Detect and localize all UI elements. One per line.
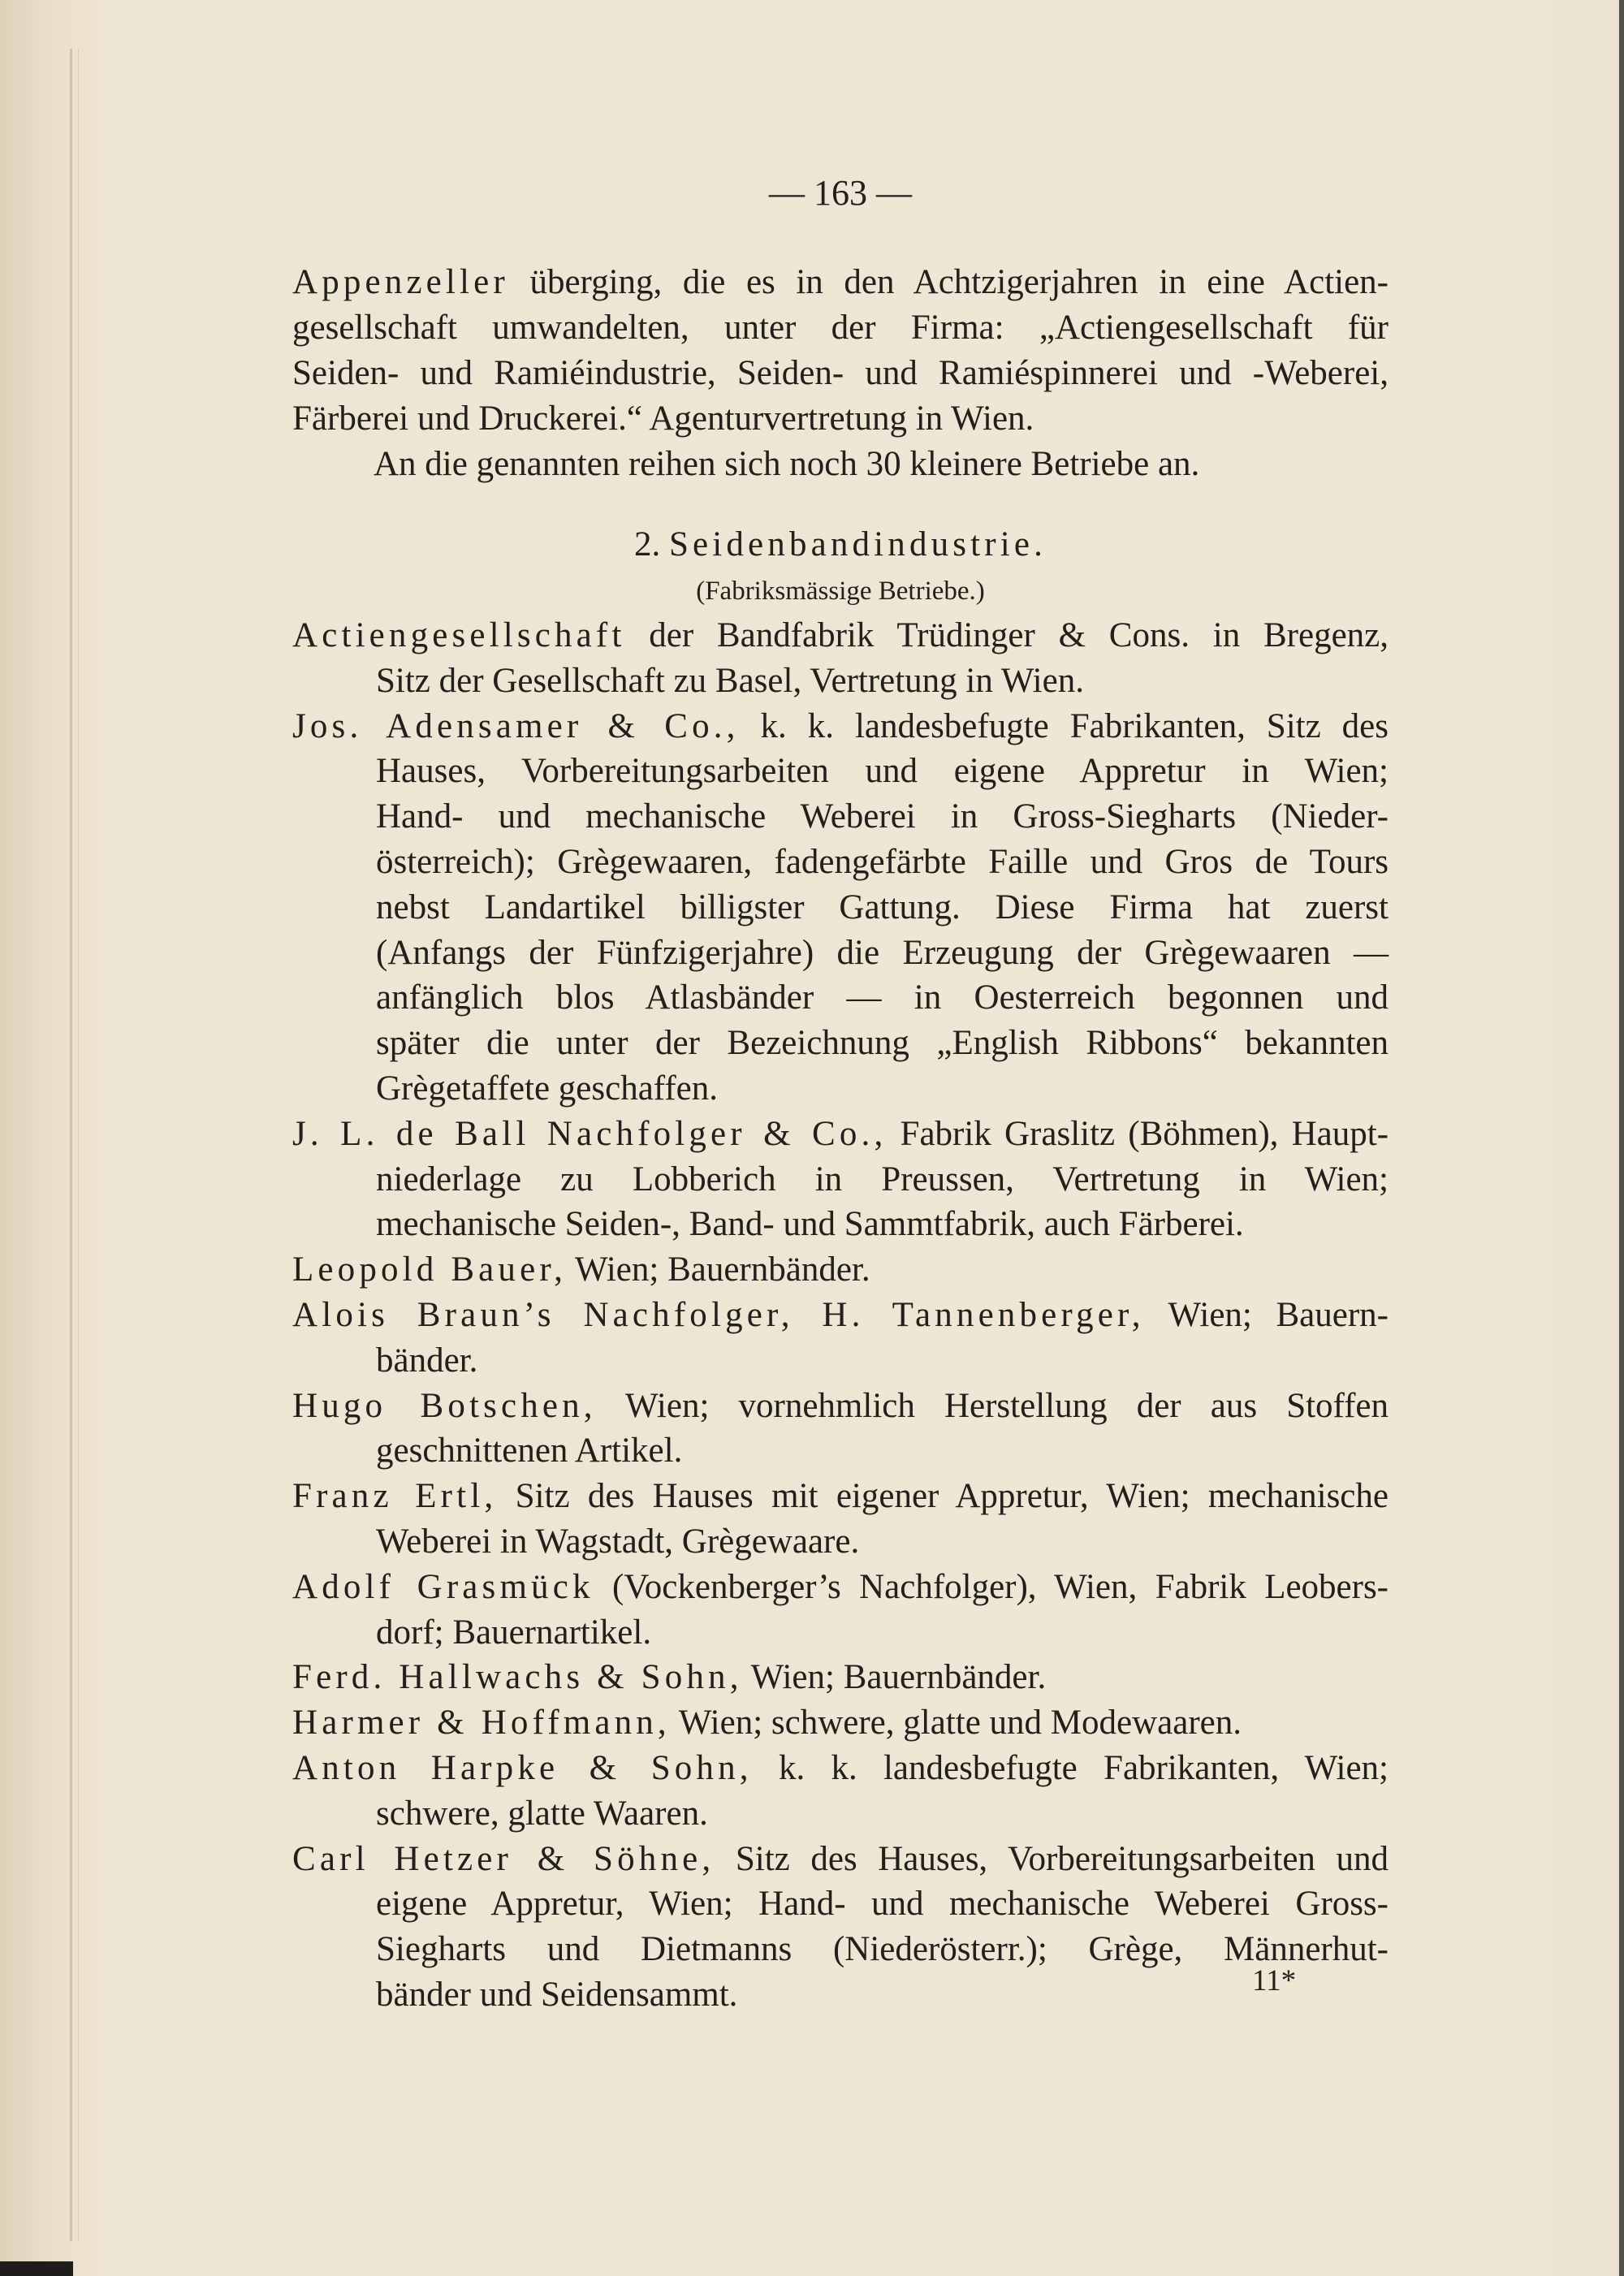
section-subheading: (Fabriksmässige Betriebe.) <box>696 577 985 606</box>
firm-description: Wien; Bauernbänder. <box>567 1250 870 1289</box>
firm-entry-first-line <box>292 1293 1389 1338</box>
firm-entry-continuation-line: Grègetaffete geschaffen. <box>376 1069 718 1108</box>
firm-entry-continuation-line: Siegharts und Dietmanns (Niederösterr.); Grège, Männerhut- <box>376 1930 1389 1968</box>
firm-name: Appenzeller <box>292 263 509 301</box>
firm-entry-first-line <box>292 1112 1389 1157</box>
firm-entry-continuation-line: nebst Landartikel billigster Gattung. Diese Firma hat zuerst <box>376 888 1389 926</box>
firm-entry-continuation-line: Sitz der Gesellschaft zu Basel, Vertretung in Wien. <box>376 662 1084 700</box>
firm-entry-first-line <box>292 1655 1389 1700</box>
firm-entry-continuation-line: mechanische Seiden-, Band- und Sammtfabrik, auch Färberei. <box>376 1205 1244 1243</box>
firm-entry-continuation-line: anfänglich blos Atlasbänder — in Oesterreich begonnen und <box>376 978 1389 1017</box>
firm-entry-continuation-line: geschnittenen Artikel. <box>376 1432 683 1470</box>
firm-description: Sitz des Hauses, Vorbereitungsarbeiten und <box>715 1840 1389 1878</box>
firm-name: Actiengesellschaft <box>292 616 626 654</box>
firm-entry-first-line <box>292 1746 1389 1791</box>
firm-name: Leopold Bauer, <box>292 1250 567 1289</box>
firm-entry-first-line <box>292 1247 1389 1293</box>
firm-description: k. k. landesbefugte Fabrikanten, Sitz des <box>739 707 1389 745</box>
section-title: Seidenbandindustrie. <box>668 525 1047 564</box>
firm-description: k. k. landesbefugte Fabrikanten, Wien; <box>752 1749 1389 1787</box>
intro-line-1 <box>292 260 1389 305</box>
firm-name: Alois Braun’s Nachfolger, H. Tannenberger, <box>292 1296 1145 1334</box>
firm-entry-continuation-line: schwere, glatte Waaren. <box>376 1794 708 1833</box>
firm-entry-first-line <box>292 1565 1389 1610</box>
firm-name: Franz Ertl, <box>292 1477 498 1515</box>
firm-entry-continuation-line: später die unter der Bezeichnung „English Ribbons“ bekannten <box>376 1024 1389 1062</box>
firm-entry-first-line <box>292 1384 1389 1429</box>
firm-entry-first-line <box>292 704 1389 749</box>
binding-gutter-shadow <box>78 49 79 2241</box>
binding-gutter-line <box>70 49 72 2241</box>
intro-line-2: gesellschaft umwandelten, unter der Firma: „Actiengesellschaft für <box>292 309 1389 347</box>
firm-name: Jos. Adensamer & Co., <box>292 707 740 745</box>
scan-corner-mark <box>0 2261 73 2276</box>
firm-description: Sitz des Hauses mit eigener Appretur, Wien; mechanische <box>497 1477 1389 1515</box>
intro-line-5: An die genannten reihen sich noch 30 kleinere Betriebe an. <box>374 445 1200 483</box>
line-text: überging, die es in den Achtzigerjahren in eine Actien- <box>508 263 1389 301</box>
firm-entry-continuation-line: bänder. <box>376 1341 478 1380</box>
firm-entry-continuation-line: Hand- und mechanische Weberei in Gross-Siegharts (Nieder- <box>376 797 1389 836</box>
firm-description: Wien; vornehmlich Herstellung der aus Stoffen <box>596 1387 1389 1425</box>
firm-entry-continuation-line: niederlage zu Lobberich in Preussen, Vertretung in Wien; <box>376 1160 1389 1198</box>
section-number: 2. <box>633 525 661 564</box>
signature-mark: 11* <box>1252 1964 1297 1997</box>
firm-description: Wien; Bauernbänder. <box>742 1658 1047 1696</box>
firm-entry-continuation-line: dorf; Bauernartikel. <box>376 1613 652 1652</box>
firm-entry-continuation-line: eigene Appretur, Wien; Hand- und mechanische Weberei Gross- <box>376 1885 1389 1923</box>
firm-entry-first-line <box>292 1837 1389 1882</box>
firm-entry-continuation-line: Weberei in Wagstadt, Grègewaare. <box>376 1522 860 1561</box>
firm-entry-first-line <box>292 613 1389 659</box>
page-number: — 163 — <box>769 173 912 213</box>
firm-entry-continuation-line: bänder und Seidensammt. <box>376 1976 738 2014</box>
firm-description: (Vockenberger’s Nachfolger), Wien, Fabrik Leobers- <box>594 1568 1389 1606</box>
firm-entry-continuation-line: österreich); Grègewaaren, fadengefärbte Faille und Gros de Tours <box>376 843 1389 881</box>
firm-name: Anton Harpke & Sohn, <box>292 1749 753 1787</box>
firm-name: Harmer & Hoffmann, <box>292 1704 671 1742</box>
page-edge <box>1619 0 1624 2276</box>
firm-description: Fabrik Graslitz (Böhmen), Haupt- <box>887 1115 1389 1153</box>
intro-line-4: Färberei und Druckerei.“ Agenturvertretung in Wien. <box>292 399 1034 438</box>
firm-name: Hugo Botschen, <box>292 1387 597 1425</box>
firm-entry-continuation-line: (Anfangs der Fünfzigerjahre) die Erzeugung der Grègewaaren — <box>376 934 1389 972</box>
intro-line-3: Seiden- und Ramiéindustrie, Seiden- und Ramiéspinnerei und -Weberei, <box>292 354 1389 392</box>
firm-name: Ferd. Hallwachs & Sohn, <box>292 1658 743 1696</box>
firm-name: J. L. de Ball Nachfolger & Co., <box>292 1115 888 1153</box>
firm-name: Adolf Grasmück <box>292 1568 594 1606</box>
firm-description: Wien; schwere, glatte und Modewaaren. <box>670 1704 1242 1742</box>
section-heading <box>292 522 1389 568</box>
firm-description: der Bandfabrik Trüdinger & Cons. in Bregenz, <box>625 616 1389 654</box>
firm-name: Carl Hetzer & Söhne, <box>292 1840 715 1878</box>
firm-entry-first-line <box>292 1474 1389 1519</box>
firm-entry-continuation-line: Hauses, Vorbereitungsarbeiten und eigene Appretur in Wien; <box>376 752 1389 790</box>
firm-description: Wien; Bauern- <box>1144 1296 1389 1334</box>
firm-entry-first-line <box>292 1700 1389 1746</box>
